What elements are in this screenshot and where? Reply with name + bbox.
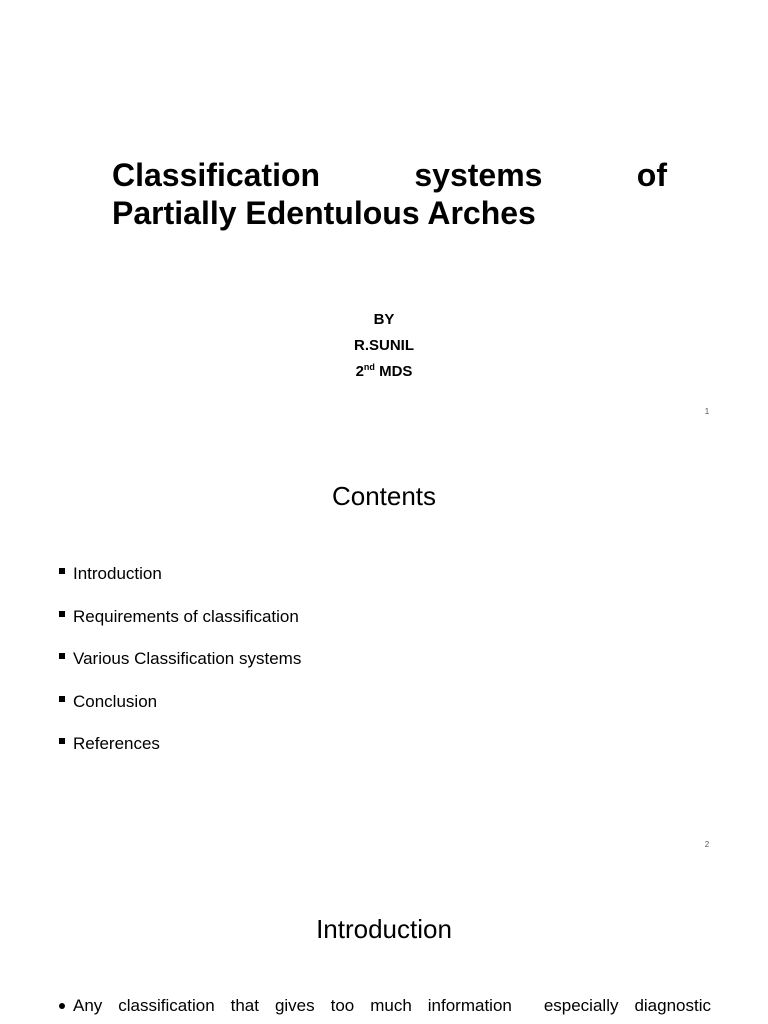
title-word: systems [414,157,543,193]
round-bullet-icon [59,1003,65,1009]
by-label: BY [373,311,395,328]
square-bullet-icon [59,738,65,744]
contents-slide [0,433,768,866]
contents-item-label: Conclusion [73,691,158,711]
author-degree [0,363,768,380]
square-bullet-icon [59,696,65,702]
contents-item [59,606,301,649]
title-line-1 [112,156,667,194]
degree-label: MDS [379,363,413,380]
title-slide [0,0,768,433]
title-word: of [636,157,667,193]
introduction-bullet-text: Any classification that gives too much information especially diagnostic [73,996,711,1015]
title-word: Classification [112,157,321,193]
square-bullet-icon [59,653,65,659]
square-bullet-icon [59,568,65,574]
contents-item-label: References [73,734,160,753]
contents-item [59,563,301,606]
contents-item [59,691,301,734]
slide-number: 1 [704,407,710,416]
square-bullet-icon [59,611,65,617]
contents-list [59,563,301,776]
introduction-slide [0,866,768,1024]
contents-item-label: Various Classification systems [73,649,302,668]
contents-item [59,733,301,776]
introduction-bullet [59,995,711,1017]
degree-suffix: nd [363,362,375,372]
contents-heading: Contents [331,481,437,511]
degree-number: 2 [355,363,364,380]
author-name: R.SUNIL [354,337,414,354]
contents-item [59,648,301,691]
introduction-heading: Introduction [316,914,452,944]
contents-item-label: Introduction [73,564,162,583]
title-line-2: Partially Edentulous Arches [112,195,536,231]
presentation-title [112,156,667,232]
contents-item-label: Requirements of classification [73,606,299,626]
slide-number: 2 [704,840,710,849]
